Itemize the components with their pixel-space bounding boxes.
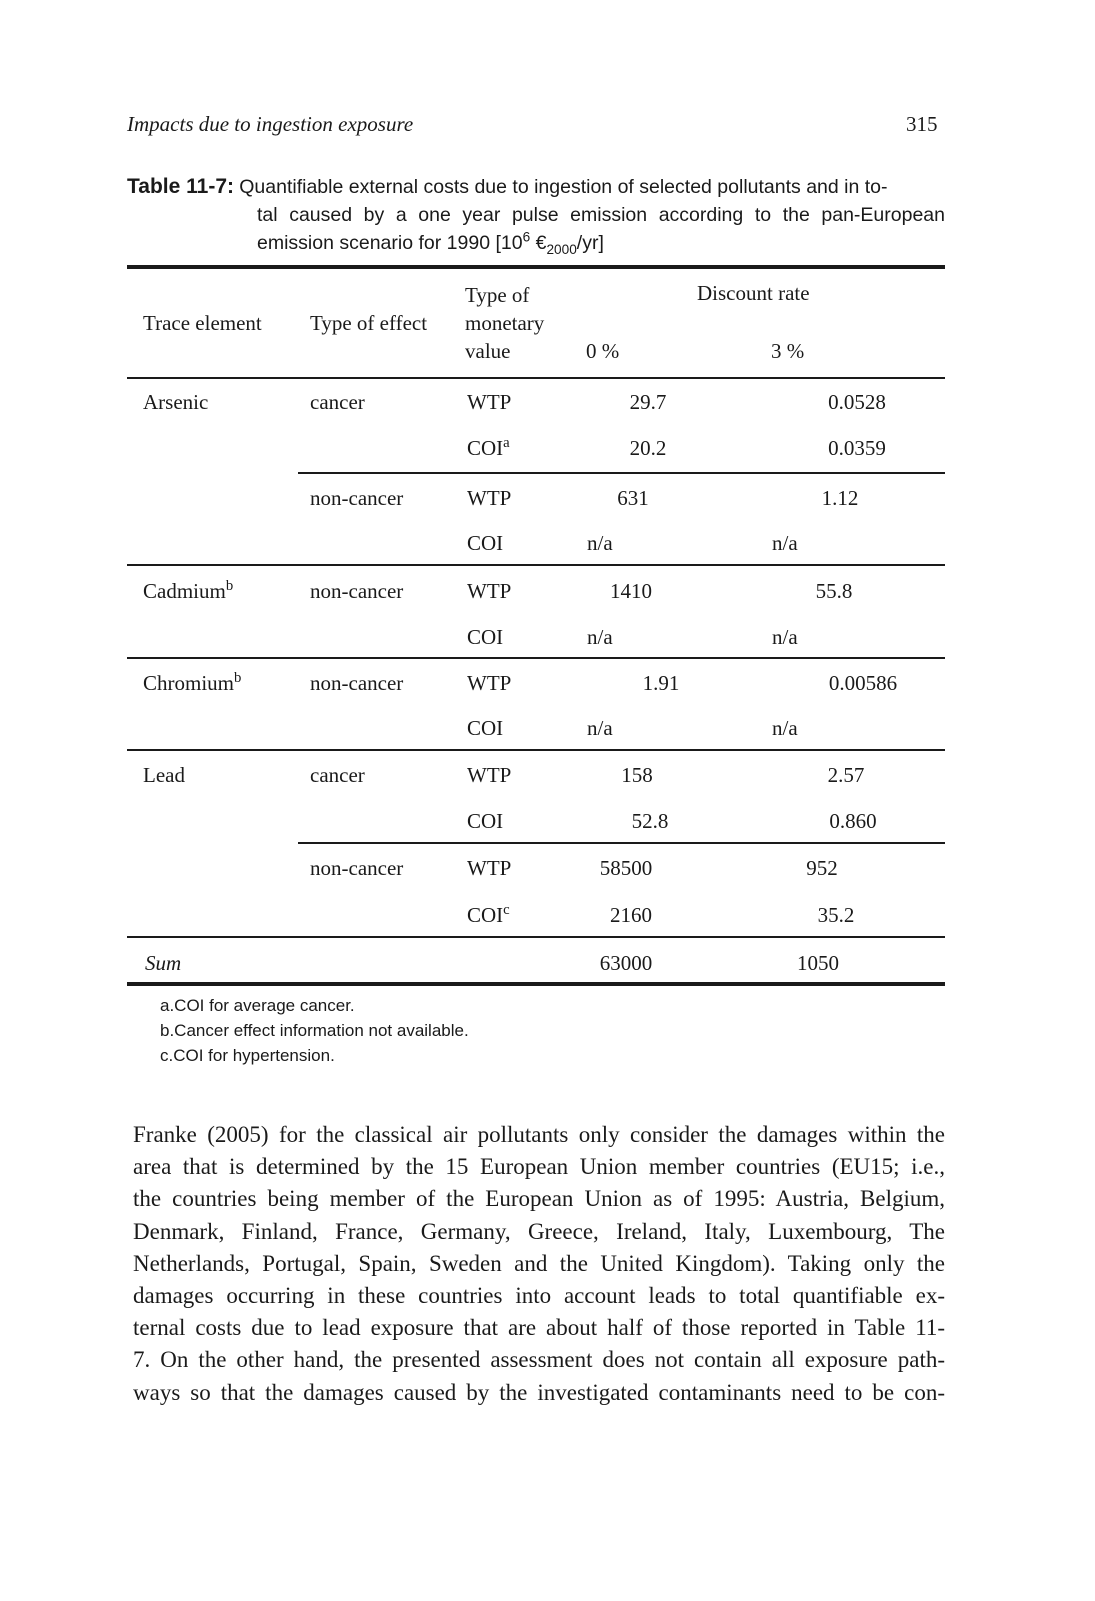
cell-monetary: WTP (467, 671, 512, 695)
cell-value-0: 1410 (610, 579, 652, 603)
body-line: ternal costs due to lead exposure that are about half of those reported in Table 11- (133, 1315, 945, 1341)
cell-value-0: 631 (617, 486, 649, 510)
cell-monetary: COI (467, 531, 504, 555)
footnote-a: a.COI for average cancer. (160, 996, 355, 1015)
cell-value-3: n/a (772, 625, 798, 649)
lead-rule (127, 936, 945, 938)
cell-monetary: COI (467, 625, 504, 649)
table-bottom-rule (127, 982, 945, 986)
cell-monetary: WTP (467, 763, 512, 787)
body-paragraph (133, 1119, 945, 1409)
page-number: 315 (906, 112, 938, 136)
cell-effect: non-cancer (310, 671, 404, 695)
cell-value-0: 58500 (599, 856, 653, 880)
chromium-rule (127, 749, 945, 751)
header-rate-3: 3 % (771, 339, 805, 363)
cell-value-0: 52.8 (631, 809, 669, 833)
body-line: Franke (2005) for the classical air pollutants only consider the damages within the (133, 1122, 945, 1147)
cell-effect: non-cancer (310, 579, 404, 603)
body-line: 7. On the other hand, the presented assessment does not contain all exposure path- (133, 1347, 945, 1373)
body-line: the countries being member of the European Union as of 1995: Austria, Belgium, (133, 1186, 945, 1212)
body-line: Netherlands, Portugal, Spain, Sweden and the United Kingdom). Taking only the (133, 1250, 945, 1276)
body-line: Denmark, Finland, France, Germany, Greece, Ireland, Italy, Luxembourg, The (133, 1218, 945, 1244)
cell-effect: non-cancer (310, 856, 404, 880)
cell-monetary: WTP (467, 486, 512, 510)
sum-value-3: 1050 (797, 951, 839, 975)
cell-value-3: 1.12 (821, 486, 859, 510)
cell-value-0: 1.91 (642, 671, 680, 695)
cell-monetary: COI (467, 716, 504, 740)
table-caption (127, 172, 945, 257)
cell-value-3: 0.0359 (828, 436, 886, 460)
cell-value-0: n/a (587, 531, 613, 555)
cell-value-0: 158 (621, 763, 653, 787)
header-monetary-2: monetary (465, 311, 545, 335)
cell-value-3: 55.8 (815, 579, 853, 603)
caption-line-3: emission scenario for 1990 [$10^6$ $€_{2000}/yr$] (257, 229, 604, 257)
cell-element: Lead (143, 763, 185, 787)
cell-value-3: 0.860 (829, 809, 877, 833)
cell-value-3: 0.00586 (828, 671, 898, 695)
caption-line-2: tal caused by a one year pulse emission according to the pan-European (257, 204, 945, 226)
cell-value-0: 29.7 (629, 390, 667, 414)
cell-monetary: WTP (467, 579, 512, 603)
header-type-of-effect: Type of effect (310, 311, 428, 335)
body-line: ways so that the damages caused by the investigated contaminants need to be con- (133, 1379, 945, 1405)
lead-sub-rule (298, 842, 945, 844)
header-rule (127, 377, 945, 379)
cell-effect: non-cancer (310, 486, 404, 510)
cell-value-0: n/a (587, 716, 613, 740)
footnote-b: b.Cancer effect information not available. (160, 1021, 469, 1040)
body-line: area that is determined by the 15 European Union member countries (EU15; i.e., (133, 1154, 945, 1180)
cell-value-0: n/a (587, 625, 613, 649)
header-monetary-3: value (465, 339, 511, 363)
sum-value-0: 63000 (599, 951, 653, 975)
cell-value-0: 20.2 (629, 436, 667, 460)
footnote-c: c.COI for hypertension. (160, 1046, 335, 1065)
header-rate-0: 0 % (586, 339, 620, 363)
running-header: Impacts due to ingestion exposure (127, 112, 414, 136)
table-top-rule (127, 265, 945, 269)
cell-value-3: 2.57 (827, 763, 865, 787)
cell-value-3: n/a (772, 716, 798, 740)
header-discount-rate: Discount rate (697, 281, 810, 305)
cell-monetary: WTP (467, 856, 512, 880)
cell-value-3: 0.0528 (828, 390, 886, 414)
caption-label: Table 11-7: (127, 175, 234, 198)
cell-value-3: 35.2 (817, 903, 855, 927)
cell-effect: cancer (310, 763, 365, 787)
sum-label: Sum (145, 951, 182, 975)
cell-monetary: COI$^a$ (467, 435, 510, 460)
cell-monetary: COI$^c$ (467, 902, 510, 927)
cell-value-0: 2160 (610, 903, 652, 927)
caption-line-1: Quantifiable external costs due to ingestion of selected pollutants and in to- (239, 176, 888, 198)
cell-element: Chromium$^b$ (143, 670, 242, 695)
header-trace-element: Trace element (143, 311, 262, 335)
cadmium-rule (127, 657, 945, 659)
body-line: damages occurring in these countries into account leads to total quantifiable ex- (133, 1283, 945, 1309)
cell-value-3: 952 (806, 856, 838, 880)
header-monetary-1: Type of (465, 283, 530, 307)
arsenic-sub-rule (298, 472, 945, 474)
cell-monetary: COI (467, 809, 504, 833)
cell-element: Arsenic (143, 390, 209, 414)
cell-value-3: n/a (772, 531, 798, 555)
cell-monetary: WTP (467, 390, 512, 414)
cell-element: Cadmium$^b$ (143, 578, 234, 603)
arsenic-rule (127, 564, 945, 566)
cell-effect: cancer (310, 390, 365, 414)
